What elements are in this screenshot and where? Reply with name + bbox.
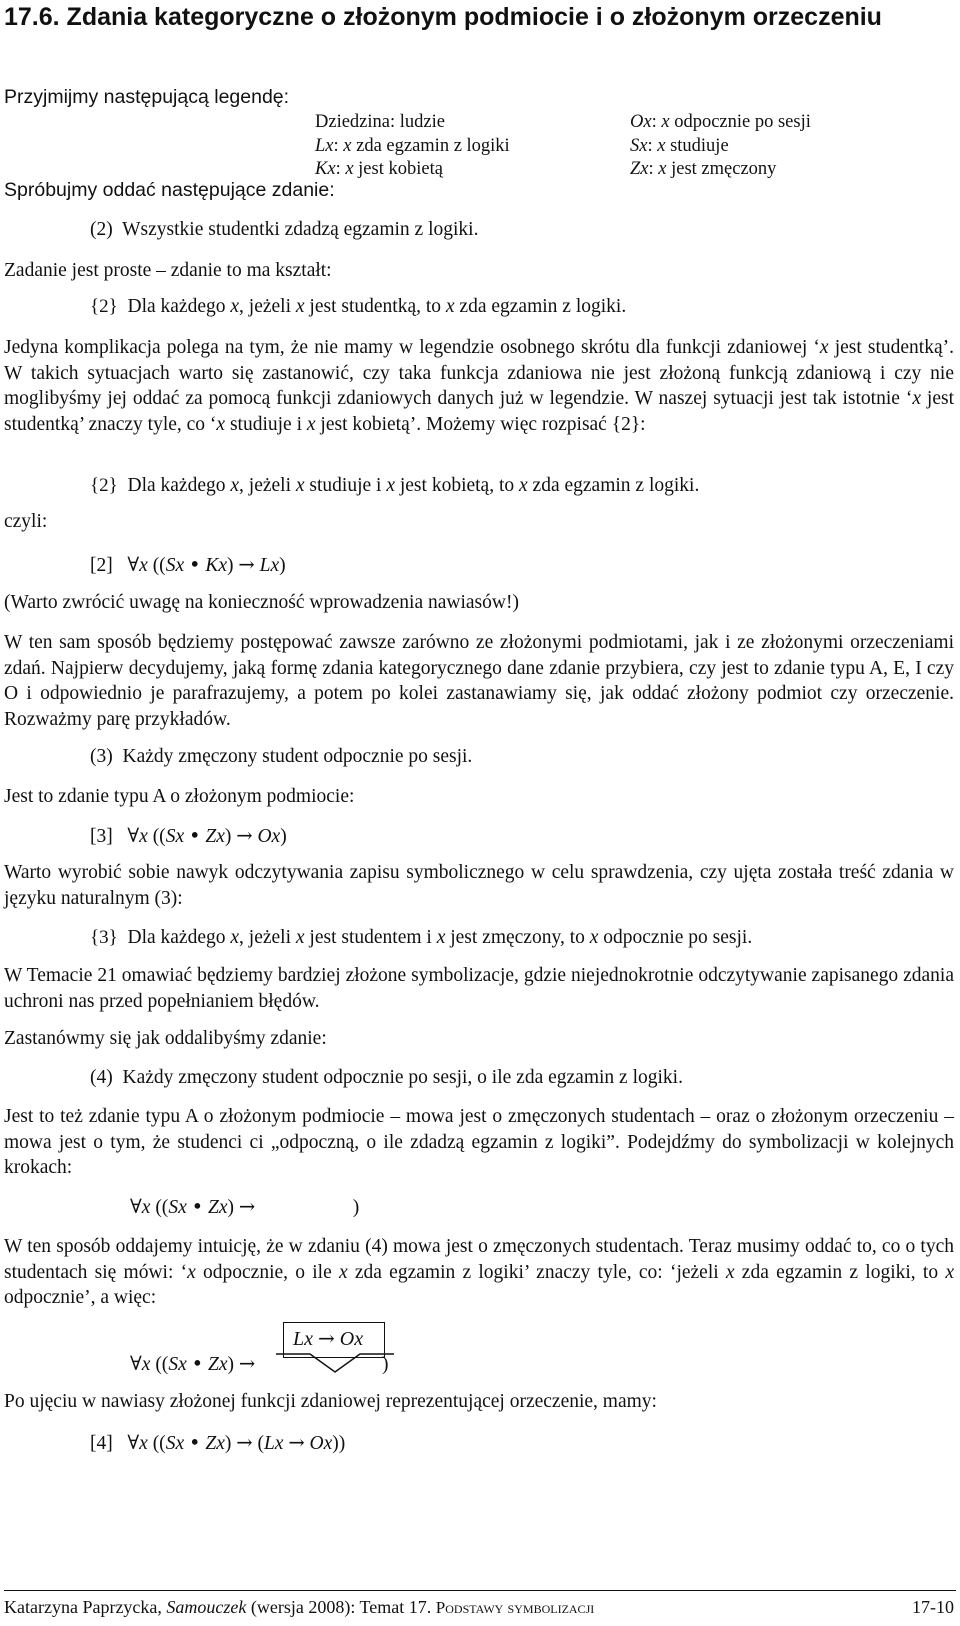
intuition-paragraph: W ten sposób oddajemy intuicję, że w zdaniu (4) mowa jest o zmęczonych studentach. Teraz musimy oddać to, co o tych studentach się mówi: ‘x odpocznie, o ile x zda egzamin z logiki’ znaczy tyle, co: ‘jeżeli x zda egzamin z logiki, to x odpocznie’, a więc:	[4, 1236, 954, 1308]
complication-paragraph: Jedyna komplikacja polega na tym, że nie mamy w legendzie osobnego skrótu dla funkcji zdaniowej ‘x jest studentką’. W takich sytuacjach warto się zastanowić, czy taka funkcja zdaniowa nie jest złożoną funkcją zdaniową i czy nie moglibyśmy jej oddać za pomocą funkcji zdaniowych danych już w legendzie. W naszej sytuacji jest tak istotnie ‘x jest studentką’ znaczy tyle, co ‘x studiuje i x jest kobietą’. Możemy więc rozpisać {2}:	[4, 337, 955, 435]
formula-3	[90, 824, 287, 848]
example-number: (4)	[90, 1067, 113, 1088]
also-a-paragraph: Jest to też zdanie typu A o złożonym podmiocie – mowa jest o zmęczonych studentach – oraz o złożonym orzeczeniu – mowa jest o tym, że studenci ci „odpoczną, o ile zdadzą egzamin z logiki”. Podejdźmy do symbolizacji w kolejnych krokach:	[4, 1106, 954, 1178]
formula-2	[90, 553, 286, 577]
type-a-text: Jest to zdanie typu A o złożonym podmiocie:	[4, 786, 355, 807]
paraphrase-text: Dla każdego x, jeżeli x jest studentką, to x zda egzamin z logiki.	[127, 296, 627, 317]
paraphrase-number: {2}	[90, 475, 118, 496]
step-2-formula: ∀x ((Sx • Zx) → )	[130, 1352, 389, 1375]
method-paragraph: W ten sam sposób będziemy postępować zawsze zarówno ze złożonymi podmiotami, jak i ze złożonymi orzeczeniami zdań. Najpierw decydujemy, jaką formę zdania kategorycznego dane zdanie przybiera, czy jest to zdanie typu A, E, I czy O i odpowiednio je parafrazujemy, a potem po kolei zastanawiamy się, jak oddać złożony podmiot czy orzeczenie. Rozważmy parę przykładów.	[4, 632, 954, 730]
theme21-paragraph: W Temacie 21 omawiać będziemy bardziej złożone symbolizacje, gdzie niejednokrotnie odczytywanie zapisanego zdania uchroni nas przed popełnianiem błędów.	[4, 965, 954, 1012]
paraphrase-2	[90, 296, 626, 318]
paraphrase-text: Dla każdego x, jeżeli x jest studentem i x jest zmęczony, to x odpocznie po sesji.	[127, 927, 753, 948]
page-number: 17-10	[912, 1597, 954, 1617]
formula-text: ∀x ((Sx • Zx) → Ox)	[127, 824, 287, 847]
paraphrase-number: {3}	[90, 927, 118, 948]
formula-text: ∀x ((Sx • Kx) → Lx)	[127, 553, 286, 576]
example-3	[90, 746, 472, 768]
example-text: Każdy zmęczony student odpocznie po sesji, o ile zda egzamin z logiki.	[122, 1067, 683, 1088]
brackets-note: (Warto zwrócić uwagę na konieczność wprowadzenia nawiasów!)	[4, 592, 519, 613]
footer-left	[4, 1597, 594, 1618]
example-2	[90, 219, 478, 241]
try-text: Spróbujmy oddać następujące zdanie:	[4, 179, 335, 201]
formula-4	[90, 1431, 345, 1455]
after-text: Po ujęciu w nawiasy złożonej funkcji zdaniowej reprezentującej orzeczenie, mamy:	[4, 1391, 657, 1412]
footer-section: Podstawy symbolizacji	[435, 1598, 595, 1617]
legend-lx: Lx: x zda egzamin z logiki	[315, 135, 510, 156]
paraphrase-number: {2}	[90, 296, 118, 317]
intro-text: Przyjmijmy następującą legendę:	[4, 86, 290, 108]
consider-text: Zastanówmy się jak oddalibyśmy zdanie:	[4, 1028, 327, 1049]
legend-zx: Zx: x jest zmęczony	[630, 159, 777, 179]
formula-text: ∀x ((Sx • Zx) → (Lx → Ox))	[127, 1431, 346, 1454]
example-text: Wszystkie studentki zdadzą egzamin z logiki.	[122, 219, 479, 240]
habit-paragraph: Warto wyrobić sobie nawyk odczytywania zapisu symbolicznego w celu sprawdzenia, czy ujęta została treść zdania w języku naturalnym (3):	[4, 862, 954, 909]
example-number: (2)	[90, 219, 113, 240]
legend-ox: Ox: x odpocznie po sesji	[630, 112, 811, 132]
task-simple-text: Zadanie jest proste – zdanie to ma kształt:	[4, 260, 332, 281]
legend-kx: Kx: x jest kobietą	[315, 159, 443, 179]
legend-domain: Dziedzina: ludzie	[315, 112, 445, 132]
footer-version: (wersja 2008): Temat 17.	[250, 1597, 432, 1617]
example-number: (3)	[90, 746, 113, 767]
example-text: Każdy zmęczony student odpocznie po sesji.	[122, 746, 473, 767]
example-4	[90, 1067, 683, 1089]
paraphrase-text: Dla każdego x, jeżeli x studiuje i x jest kobietą, to x zda egzamin z logiki.	[127, 475, 700, 496]
footer-author: Katarzyna Paprzycka,	[4, 1597, 162, 1617]
insertion-formula: Lx → Ox	[293, 1326, 364, 1350]
footer-divider	[4, 1590, 956, 1591]
legend-sx: Sx: x studiuje	[630, 135, 729, 156]
footer-book-title: Samouczek	[166, 1597, 247, 1617]
section-heading: 17.6. Zdania kategoryczne o złożonym podmiocie i o złożonym orzeczeniu	[4, 3, 882, 31]
legend-column-1	[315, 111, 510, 182]
formula-number: [4]	[90, 1433, 113, 1454]
legend-column-2	[630, 111, 811, 182]
czyli-label: czyli:	[4, 511, 48, 532]
step-1-formula: ∀x ((Sx • Zx) → )	[130, 1195, 360, 1218]
paraphrase-2b	[90, 475, 699, 497]
formula-number: [3]	[90, 826, 113, 847]
paraphrase-3	[90, 927, 752, 949]
formula-number: [2]	[90, 555, 113, 576]
